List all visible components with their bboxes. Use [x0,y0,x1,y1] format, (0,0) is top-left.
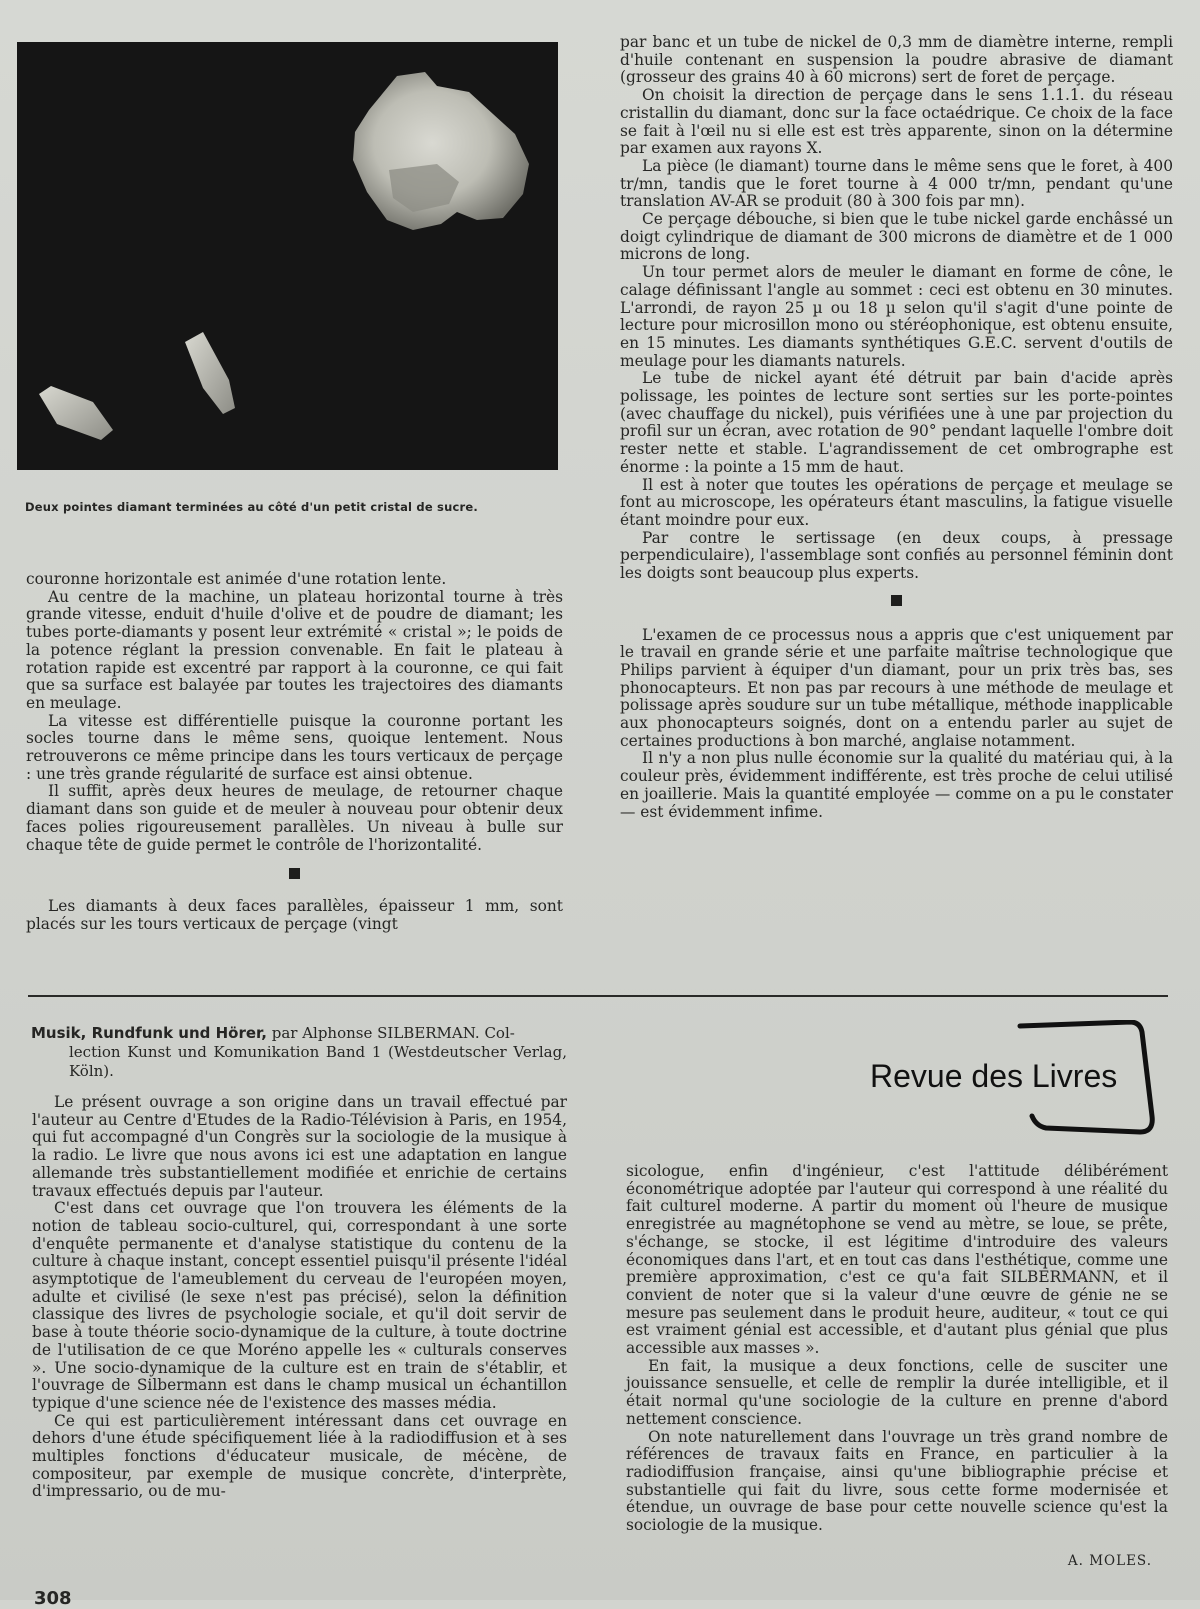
paragraph: Il est à noter que toutes les opérations de perçage et meulage se font au microscope, les opérateurs étant masculins, la fatigue visuelle étant moindre pour eux. [620,475,1173,529]
paragraph: L'examen de ce processus nous a appris que c'est uniquement par le travail en grande série et une parfaite maîtrise technologique que Philips parvient à équiper d'un diamant, pour un prix très bas, ses phonocapteurs. Et non pas par recours à une méthode de meulage et polissage après soudure sur un tube métallique, méthode inapplicable aux phonocapteurs soignés, dont on a entendu parler au sujet de certaines productions à bon marché, anglaise notamment. [620,625,1173,750]
paragraph: Ce perçage débouche, si bien que le tube nickel garde enchâssé un doigt cylindrique de diamant de 300 microns de diamètre et de 1 000 microns de long. [620,210,1173,264]
paragraph: couronne horizontale est animée d'une rotation lente. [26,570,447,588]
paragraph: Les diamants à deux faces parallèles, épaisseur 1 mm, sont placés sur les tours verticaux de perçage (vingt [26,896,563,933]
review-column-right [626,1163,1168,1535]
horizontal-rule [28,995,1168,997]
paragraph: C'est dans cet ouvrage que l'on trouvera les éléments de la notion de tableau socio-culturel, qui, correspondant à une sorte d'enquête permanente et d'analyse statistique du contenu de la culture à chaque instant, concept essentiel puisqu'il présente l'idéal asymptotique de l'ameublement du cerveau de l'européen moyen, adulte et civilisé (le sexe n'est pas précisé), selon la définition classique des livres de psychologie sociale, et qu'il doit servir de base à toute théorie socio-dynamique de la culture, à toute doctrine de l'utilisation de ce que Moréno appelle les « culturals conserves ». Une socio-dynamique de la culture est en train de s'établir, et l'ouvrage de Silbermann est dans le champ musical un échantillon typique d'une science née de l'existence des masses média. [32,1199,567,1412]
paragraph: Un tour permet alors de meuler le diamant en forme de cône, le calage définissant l'angle au sommet : ceci est obtenu en 30 minutes. L'arrondi, de rayon 25 µ ou 18 µ selon qu'il s'agit d'une pointe de lecture pour microsillon mono ou stéréophonique, est obtenu ensuite, en 15 minutes. Les diamants synthétiques G.E.C. servent d'outils de meulage pour les diamants naturels. [620,263,1173,370]
photo-diamond-tips [17,42,558,470]
paragraph: Ce qui est particulièrement intéressant dans cet ouvrage en dehors d'une étude spécifiquement liée à la radiodiffusion et à ses multiples fonctions d'éducateur musicale, de mécène, de compositeur, par exemple de musique concrète, d'interprète, d'impressario, ou de mu- [32,1411,567,1501]
paragraph: Il suffit, après deux heures de meulage, de retourner chaque diamant dans son guide et de meuler à nouveau pour obtenir deux faces polies rigoureusement parallèles. Un niveau à bulle sur chaque tête de guide permet le contrôle de l'horizontalité. [26,782,563,854]
paragraph: par banc et un tube de nickel de 0,3 mm de diamètre interne, rempli d'huile contenant en suspension la poudre abrasive de diamant (grosseur des grains 40 à 60 microns) sert de foret de perçage. [620,33,1173,87]
paragraph: sicologue, enfin d'ingénieur, c'est l'attitude délibérément économétrique adoptée par l'auteur qui correspond à une réalité du fait culturel moderne. A partir du moment où l'heure de musique enregistrée au magnétophone se vend au mètre, se loue, se prête, s'échange, se stocke, il est légitime d'introduire des valeurs économiques dans l'art, et en tout cas dans l'esthétique, comme une première approximation, c'est ce qu'a fait SILBERMANN, et il convient de noter que si la valeur d'une œuvre de génie ne se mesure pas seulement dans le produit heure, auditeur, « tout ce qui est vraiment génial est accessible, et d'autant plus génial que plus accessible aux masses ». [626,1162,1168,1358]
paragraph: En fait, la musique a deux fonctions, celle de susciter une jouissance sensuelle, et celle de remplir la durée intelligible, et il était normal qu'une sociologie de la culture en prenne d'abord nettement conscience. [626,1356,1168,1428]
paragraph: Au centre de la machine, un plateau horizontal tourne à très grande vitesse, enduit d'huile d'olive et de poudre de diamant; les tubes porte-diamants y posent leur extrémité « cristal »; le poids de la potence réglant la pression convenable. En fait le plateau à rotation rapide est excentré par rapport à la couronne, ce qui fait que sa surface est balayée par toutes les trajectoires des diamants en meulage. [26,587,563,712]
book-details: lection Kunst und Komunikation Band 1 (Westdeutscher Verlag, Köln). [69,1043,567,1080]
section-title: Revue des Livres [870,1058,1118,1094]
photo-caption: Deux pointes diamant terminées au côté d'un petit cristal de sucre. [25,500,478,514]
paragraph: Le tube de nickel ayant été détruit par bain d'acide après polissage, les pointes de lecture sont serties sur les porte-pointes (avec chauffage du nickel), puis vérifiées une à une par projection du profil sur un écran, avec rotation de 90° pendant laquelle l'ombre doit rester nette et stable. L'agrandissement de cet ombrographe est énorme : la pointe a 15 mm de haut. [620,369,1173,476]
review-column-left [32,1094,567,1501]
page-number: 308 [34,1588,72,1609]
paragraph: On choisit la direction de perçage dans le sens 1.1.1. du réseau cristallin du diamant, donc sur la face octaédrique. Ce choix de la face se fait à l'œil nu si elle est est très apparente, sinon on la détermine par examen aux rayons X. [620,86,1173,158]
book-reference [31,1024,567,1081]
section-separator [620,593,1173,611]
book-author: par Alphonse SILBERMAN. Col- [271,1024,515,1042]
paragraph: Par contre le sertissage (en deux coups, à pressage perpendiculaire), l'assemblage sont confiés au personnel féminin dont les doigts sont beaucoup plus experts. [620,528,1173,583]
paragraph: Il n'y a non plus nulle économie sur la qualité du matériau qui, à la couleur près, évidemment indifférente, est très proche de celui utilisé en joaillerie. Mais la quantité employée — comme on a pu le constater — est évidemment infime. [620,749,1173,821]
photo-illustration [17,42,558,470]
section-separator [26,866,563,884]
paragraph: La pièce (le diamant) tourne dans le même sens que le foret, à 400 tr/mn, tandis que le foret tourne à 4 000 tr/mn, pendant qu'une translation AV-AR se produit (80 à 300 fois par mn). [620,156,1173,211]
book-title: Musik, Rundfunk und Hörer, [31,1024,267,1042]
article-column-right [620,34,1173,821]
paragraph: Le présent ouvrage a son origine dans un travail effectué par l'auteur au Centre d'Etudes de la Radio-Télévision à Paris, en 1954, qui fut accompagné d'un Congrès sur la sociologie de la musique à la radio. Le livre que nous avons ici est une adaptation en langue allemande très substantiellement modifiée et enrichie de certains travaux effectués depuis par l'auteur. [32,1093,567,1200]
paragraph: On note naturellement dans l'ouvrage un très grand nombre de références de travaux faits en France, en particulier à la radiodiffusion française, ainsi qu'une bibliographie précise et substantielle qui fait du livre, sous cette forme modernisée et étendue, un ouvrage de base pour cette nouvelle science qu'est la sociologie de la musique. [626,1427,1168,1535]
author-signature: A. MOLES. [1067,1553,1152,1569]
paragraph: La vitesse est différentielle puisque la couronne portant les socles tourne dans le même sens, quoique lentement. Nous retrouverons ce même principe dans les tours verticaux de perçage : une très grande régularité de surface est ainsi obtenue. [26,711,563,783]
article-column-left [26,571,563,933]
